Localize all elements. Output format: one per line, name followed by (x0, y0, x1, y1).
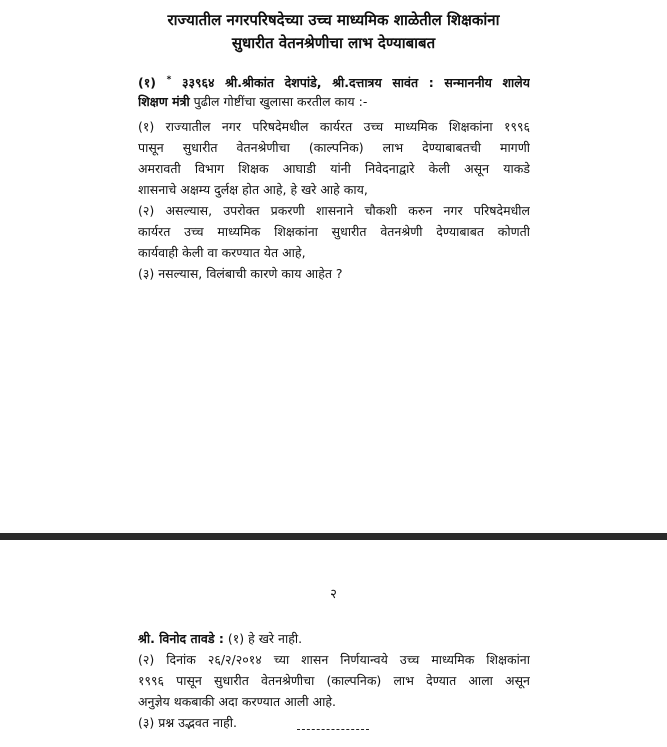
answer-speaker: श्री. विनोद तावडे : (138, 631, 224, 646)
answer-line: (२) दिनांक २६/२/२०१४ च्या शासन निर्णयान्वये उच्च माध्यमिक शिक्षकांना (138, 652, 530, 667)
star-mark: * (166, 75, 172, 85)
question-line: पासून सुधारीत वेतनश्रेणीचा (काल्पनिक) लाभ देण्याबाबतची मागणी (138, 140, 530, 155)
document-title-line-2: सुधारीत वेतनश्रेणीचा लाभ देण्याबाबत (231, 34, 436, 52)
question-body (138, 116, 530, 284)
answer-first-point: (१) हे खरे नाही. (223, 631, 303, 646)
answer-line: १९९६ पासून सुधारीत वेतनश्रेणीचा (काल्पनिक) लाभ देण्यात आला असून (138, 673, 530, 688)
page-number: २ (330, 587, 337, 602)
answer-block (138, 628, 530, 733)
question-header (138, 70, 530, 112)
question-header-line-1 (138, 70, 530, 91)
question-header-text: ३३९६४ श्री.श्रीकांत देशपांडे, श्री.दत्तात्रय सावंत : सन्माननीय शालेय (181, 75, 530, 91)
question-number: (१) (138, 75, 156, 91)
question-line: (२) असल्यास, उपरोक्त प्रकरणी शासनाने चौकशी करुन नगर परिषदेमधील (138, 203, 530, 218)
question-line: कार्यवाही केली वा करण्यात येत आहे, (138, 245, 306, 260)
end-separator (297, 729, 369, 732)
answer-line: अनुज्ञेय थकबाकी अदा करण्यात आली आहे. (138, 694, 336, 709)
question-line: (१) राज्यातील नगर परिषदेमधील कार्यरत उच्च माध्यमिक शिक्षकांना १९९६ (138, 119, 530, 134)
document-page-bottom (0, 540, 667, 747)
question-line: शासनाचे अक्षम्य दुर्लक्ष होत आहे, हे खरे आहे काय, (138, 182, 368, 197)
question-header-line-2-text: पुढील गोष्टींचा खुलासा करतील काय :- (189, 94, 368, 109)
question-line: (३) नसल्यास, विलंबाची कारणे काय आहेत ? (138, 266, 343, 281)
answer-line-1 (138, 628, 530, 649)
page-divider (0, 533, 667, 540)
answer-line: (३) प्रश्न उद्भवत नाही. (138, 715, 237, 730)
question-header-line-2 (138, 91, 530, 112)
question-line: कार्यरत उच्च माध्यमिक शिक्षकांना सुधारीत वेतनश्रेणी देण्याबाबत कोणती (138, 224, 530, 239)
minister-title: शिक्षण मंत्री (138, 94, 190, 109)
document-title-line-1: राज्यातील नगरपरिषदेच्या उच्च माध्यमिक शाळेतील शिक्षकांना (167, 11, 500, 29)
question-line: अमरावती विभाग शिक्षक आघाडी यांनी निवेदनाद्वारे केली असून याकडे (138, 161, 530, 176)
